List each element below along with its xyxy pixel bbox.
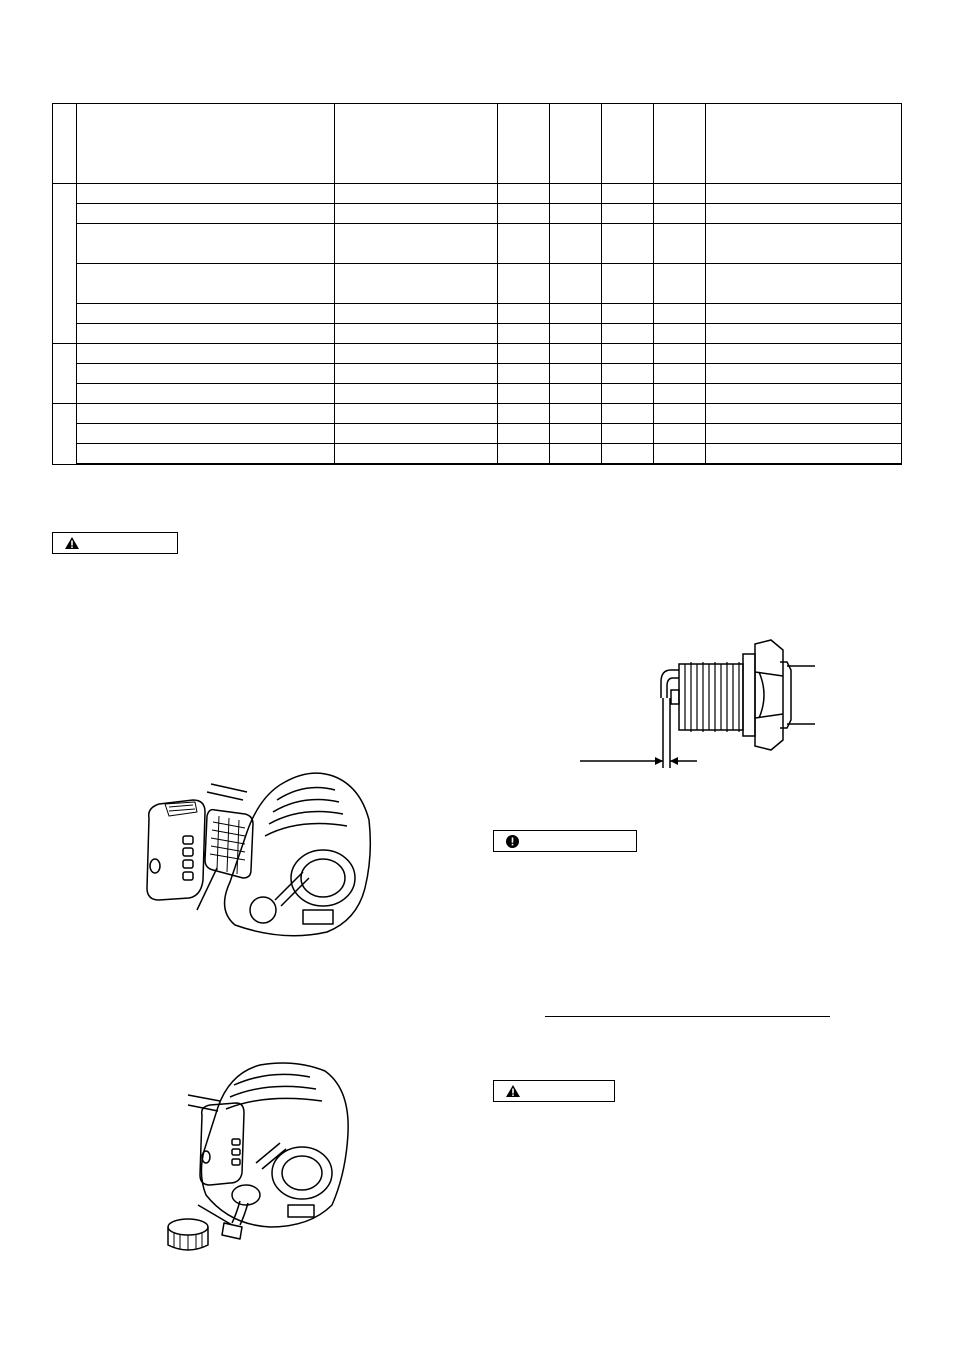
- table-cell: [654, 324, 706, 344]
- table-header-cell: [550, 104, 602, 184]
- table-header-cell: [602, 104, 654, 184]
- table-group-cell: [53, 184, 77, 344]
- table-cell: [706, 384, 902, 404]
- table-cell: [706, 344, 902, 364]
- table-cell: [602, 304, 654, 324]
- table-cell: [498, 424, 550, 444]
- table-cell: [550, 224, 602, 264]
- engine-air-filter-drawing: [135, 760, 375, 945]
- table-cell: [602, 444, 654, 464]
- table-cell: [706, 324, 902, 344]
- table-cell: [77, 384, 335, 404]
- table-cell: [335, 264, 498, 304]
- table-row: [53, 404, 902, 424]
- table-cell: [706, 444, 902, 464]
- table-cell: [77, 224, 335, 264]
- fuel-filter-illustration: [160, 1055, 360, 1255]
- warning-badge-2: [493, 1080, 615, 1102]
- table-cell: [498, 204, 550, 224]
- separator-line: [545, 1016, 830, 1017]
- exclamation-circle-icon: [506, 835, 519, 848]
- table-cell: [335, 384, 498, 404]
- table-cell: [335, 464, 498, 465]
- table-row: [53, 384, 902, 404]
- table-cell: [550, 444, 602, 464]
- warning-triangle-icon: [65, 537, 79, 549]
- table-cell: [498, 304, 550, 324]
- table-row: [53, 304, 902, 324]
- warning-badge: [52, 532, 178, 554]
- table-cell: [550, 264, 602, 304]
- table-cell: [498, 224, 550, 264]
- table-cell: [654, 264, 706, 304]
- table-cell: [706, 464, 902, 465]
- table-cell: [706, 264, 902, 304]
- table-header-cell: [77, 104, 335, 184]
- table-cell: [654, 184, 706, 204]
- air-filter-removal-illustration: [135, 760, 375, 945]
- table-cell: [706, 404, 902, 424]
- table-row: [53, 444, 902, 464]
- table-cell: [77, 364, 335, 384]
- table-cell: [654, 204, 706, 224]
- table-row: [53, 184, 902, 204]
- table-cell: [550, 304, 602, 324]
- table-cell: [498, 364, 550, 384]
- table-group-cell: [53, 344, 77, 404]
- warning-triangle-icon: [506, 1085, 520, 1097]
- table-header-cell: [654, 104, 706, 184]
- table-cell: [654, 464, 706, 465]
- engine-fuel-filter-drawing: [160, 1055, 360, 1255]
- table-cell: [335, 184, 498, 204]
- table-row: [53, 224, 902, 264]
- table-row: [53, 324, 902, 344]
- table-cell: [602, 264, 654, 304]
- table-cell: [602, 344, 654, 364]
- table-cell: [654, 404, 706, 424]
- table-cell: [602, 404, 654, 424]
- table-cell: [706, 424, 902, 444]
- table-cell: [602, 364, 654, 384]
- table-cell: [335, 324, 498, 344]
- table-cell: [602, 464, 654, 465]
- table-cell: [602, 184, 654, 204]
- table-cell: [335, 424, 498, 444]
- spark-plug-drawing: [575, 632, 825, 772]
- table-cell: [654, 364, 706, 384]
- maintenance-table: [52, 103, 902, 465]
- table-row: [53, 464, 902, 465]
- table-cell: [77, 204, 335, 224]
- table-cell: [602, 324, 654, 344]
- table-cell: [77, 344, 335, 364]
- table-cell: [498, 464, 550, 465]
- table-header-cell: [706, 104, 902, 184]
- table-cell: [550, 424, 602, 444]
- table-cell: [550, 344, 602, 364]
- table-cell: [335, 344, 498, 364]
- table-cell: [335, 364, 498, 384]
- table-header-cell: [53, 104, 77, 184]
- table-cell: [654, 304, 706, 324]
- table-cell: [498, 264, 550, 304]
- table-cell: [550, 364, 602, 384]
- table-cell: [498, 384, 550, 404]
- table-cell: [550, 324, 602, 344]
- table-cell: [335, 404, 498, 424]
- table-cell: [706, 304, 902, 324]
- table-cell: [654, 224, 706, 264]
- table-row: [53, 264, 902, 304]
- table-cell: [550, 384, 602, 404]
- table-cell: [77, 444, 335, 464]
- table-cell: [602, 424, 654, 444]
- table-row: [53, 344, 902, 364]
- table-cell: [498, 184, 550, 204]
- table-cell: [498, 444, 550, 464]
- table-header-cell: [498, 104, 550, 184]
- table-cell: [654, 384, 706, 404]
- table-cell: [602, 224, 654, 264]
- table-cell: [654, 344, 706, 364]
- table-cell: [706, 364, 902, 384]
- table-cell: [77, 304, 335, 324]
- table-cell: [706, 224, 902, 264]
- table-cell: [335, 204, 498, 224]
- table-group-cell: [53, 404, 77, 465]
- table-cell: [602, 384, 654, 404]
- table-cell: [550, 464, 602, 465]
- table-cell: [602, 204, 654, 224]
- table-header-cell: [335, 104, 498, 184]
- table-cell: [706, 204, 902, 224]
- table-cell: [77, 404, 335, 424]
- table-cell: [77, 184, 335, 204]
- table-cell: [77, 264, 335, 304]
- table-cell: [654, 444, 706, 464]
- table-header-row: [53, 104, 902, 184]
- table-cell: [77, 424, 335, 444]
- table-cell: [654, 424, 706, 444]
- table-cell: [498, 404, 550, 424]
- spark-plug-gap-diagram: [575, 632, 825, 772]
- table-row: [53, 424, 902, 444]
- table-cell: [335, 224, 498, 264]
- table-cell: [550, 184, 602, 204]
- table-cell: [550, 404, 602, 424]
- table-cell: [335, 444, 498, 464]
- caution-badge: [493, 830, 637, 852]
- table-row: [53, 204, 902, 224]
- table-cell: [77, 464, 335, 465]
- table-cell: [77, 324, 335, 344]
- table-cell: [335, 304, 498, 324]
- table-cell: [706, 184, 902, 204]
- table-cell: [498, 344, 550, 364]
- table-cell: [550, 204, 602, 224]
- table-cell: [498, 324, 550, 344]
- table-row: [53, 364, 902, 384]
